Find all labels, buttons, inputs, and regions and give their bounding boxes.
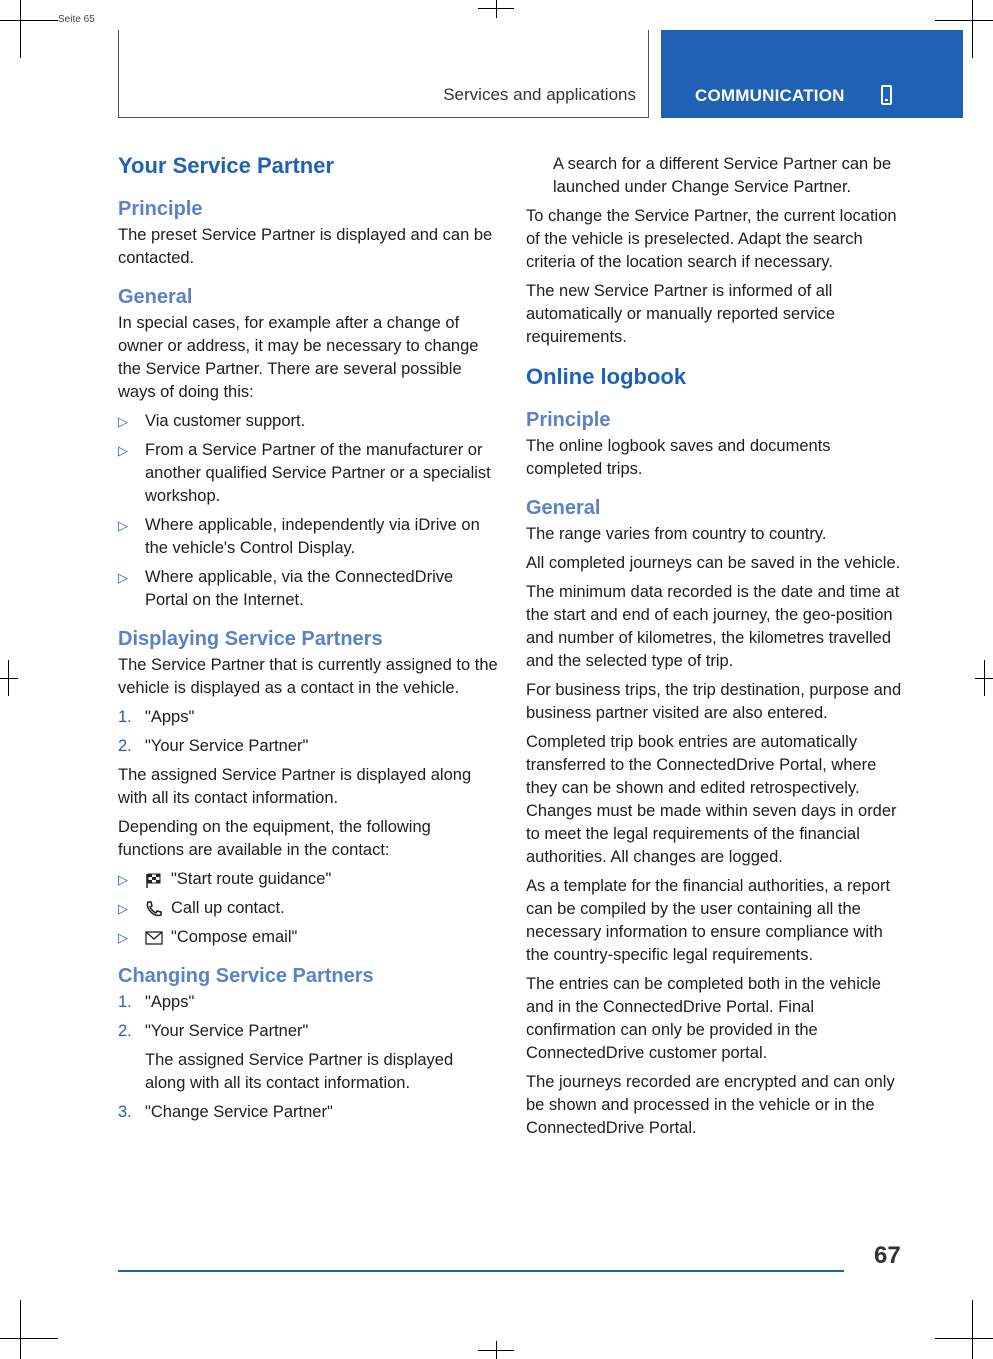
- crop-mark: [496, 0, 497, 18]
- step: 1. "Apps": [118, 993, 195, 1011]
- step: 3. "Change Service Partner": [118, 1103, 333, 1121]
- checkered-flag-icon: [145, 872, 163, 888]
- running-header: [118, 30, 649, 118]
- left-column: [118, 150, 498, 1124]
- principle-heading: Principle: [526, 409, 611, 431]
- location-text: To change the Service Partner, the current location of the vehicle is preselected. Adapt the search criteria of the location search if necessary.: [526, 207, 897, 271]
- paragraph: The minimum data recorded is the date and time at the start and end of each journey, the geo-position and number of kilometres, the kilometres travelled and the selected type of trip.: [526, 583, 900, 670]
- right-column: [526, 153, 906, 1140]
- page-marker: Seite 65: [58, 14, 95, 25]
- crop-mark: [0, 20, 58, 21]
- principle-text: The online logbook saves and documents completed trips.: [526, 437, 831, 478]
- principle-text: The preset Service Partner is displayed and can be contacted.: [118, 226, 493, 267]
- footer-rule: [118, 1270, 844, 1272]
- list-item: ▷ From a Service Partner of the manufacturer or another qualified Service Partner or a specialist workshop.: [118, 441, 491, 505]
- section-title: Services and applications: [443, 85, 636, 104]
- principle-heading: Principle: [118, 198, 203, 220]
- changing-note: The assigned Service Partner is displayed along with all its contact information.: [145, 1051, 454, 1092]
- crop-mark: [0, 678, 18, 679]
- bullet-triangle-icon: ▷: [118, 518, 128, 533]
- paragraph: For business trips, the trip destination, purpose and business partner visited are also entered.: [526, 681, 902, 722]
- paragraph: As a template for the financial authorities, a report can be compiled by the user containing all the necessary information to ensure compliance with the country-specific legal requirements.: [526, 877, 891, 964]
- bullet-triangle-icon: ▷: [118, 930, 128, 945]
- change-note: A search for a different Service Partner can be launched under Change Service Partner.: [553, 155, 892, 196]
- phone-icon: [881, 85, 892, 105]
- list-item: ▷ Where applicable, independently via iDrive on the vehicle's Control Display.: [118, 516, 480, 557]
- crop-mark: [0, 1338, 58, 1339]
- equipment-text: Depending on the equipment, the following functions are available in the contact:: [118, 818, 431, 859]
- logbook-title: Online logbook: [526, 364, 687, 389]
- crop-mark: [478, 8, 514, 9]
- crop-mark: [935, 20, 993, 21]
- crop-mark: [984, 660, 985, 696]
- displaying-heading: Displaying Service Partners: [118, 628, 383, 650]
- page-number: 67: [874, 1242, 901, 1269]
- list-item: ▷ Via customer support.: [118, 410, 498, 433]
- list-item: ▷ "Start route guidance": [118, 868, 498, 891]
- crop-mark: [478, 1350, 514, 1351]
- general-heading: General: [118, 286, 193, 308]
- paragraph: All completed journeys can be saved in the vehicle.: [526, 554, 901, 572]
- changing-heading: Changing Service Partners: [118, 965, 374, 987]
- list-item: ▷ "Compose email": [118, 926, 498, 949]
- paragraph: The range varies from country to country.: [526, 525, 827, 543]
- paragraph: The entries can be completed both in the vehicle and in the ConnectedDrive Portal. Final confirmation can only be provided in the ConnectedDrive customer portal.: [526, 975, 881, 1062]
- paragraph: The journeys recorded are encrypted and can only be shown and processed in the vehicle or in the ConnectedDrive Portal.: [526, 1073, 895, 1137]
- page-title: Your Service Partner: [118, 153, 335, 178]
- informed-text: The new Service Partner is informed of all automatically or manually reported service requirements.: [526, 282, 836, 346]
- general-text: In special cases, for example after a change of owner or address, it may be necessary to change the Service Partner. There are several possible ways of doing this:: [118, 314, 479, 401]
- crop-mark: [972, 1300, 973, 1359]
- bullet-triangle-icon: ▷: [118, 901, 128, 916]
- list-item: ▷ Where applicable, via the ConnectedDrive Portal on the Internet.: [118, 568, 454, 609]
- crop-mark: [8, 660, 9, 696]
- crop-mark: [935, 1338, 993, 1339]
- bullet-triangle-icon: ▷: [118, 443, 128, 458]
- bullet-triangle-icon: ▷: [118, 872, 128, 887]
- bullet-triangle-icon: ▷: [118, 414, 128, 429]
- chapter-label: COMMUNICATION: [695, 86, 845, 105]
- crop-mark: [972, 0, 973, 58]
- chapter-tab: [661, 30, 963, 118]
- paragraph: Completed trip book entries are automatically transferred to the ConnectedDrive Portal, where they can be shown and edited retrospectively. Changes must be made within seven days in order to meet the legal requirements of the financial authorities. All changes are logged.: [526, 733, 897, 866]
- bullet-triangle-icon: ▷: [118, 570, 128, 585]
- list-item: ▷ Call up contact.: [118, 897, 498, 920]
- envelope-icon: [145, 931, 163, 945]
- step: 2. "Your Service Partner": [118, 737, 309, 755]
- general-heading: General: [526, 497, 601, 519]
- assigned-text: The assigned Service Partner is displayed along with all its contact information.: [118, 766, 472, 807]
- step: 1. "Apps": [118, 708, 195, 726]
- phone-handset-icon: [145, 900, 163, 918]
- displaying-text: The Service Partner that is currently assigned to the vehicle is displayed as a contact in the vehicle.: [118, 656, 498, 697]
- step: 2. "Your Service Partner": [118, 1022, 309, 1040]
- crop-mark: [20, 1300, 21, 1359]
- crop-mark: [20, 0, 21, 58]
